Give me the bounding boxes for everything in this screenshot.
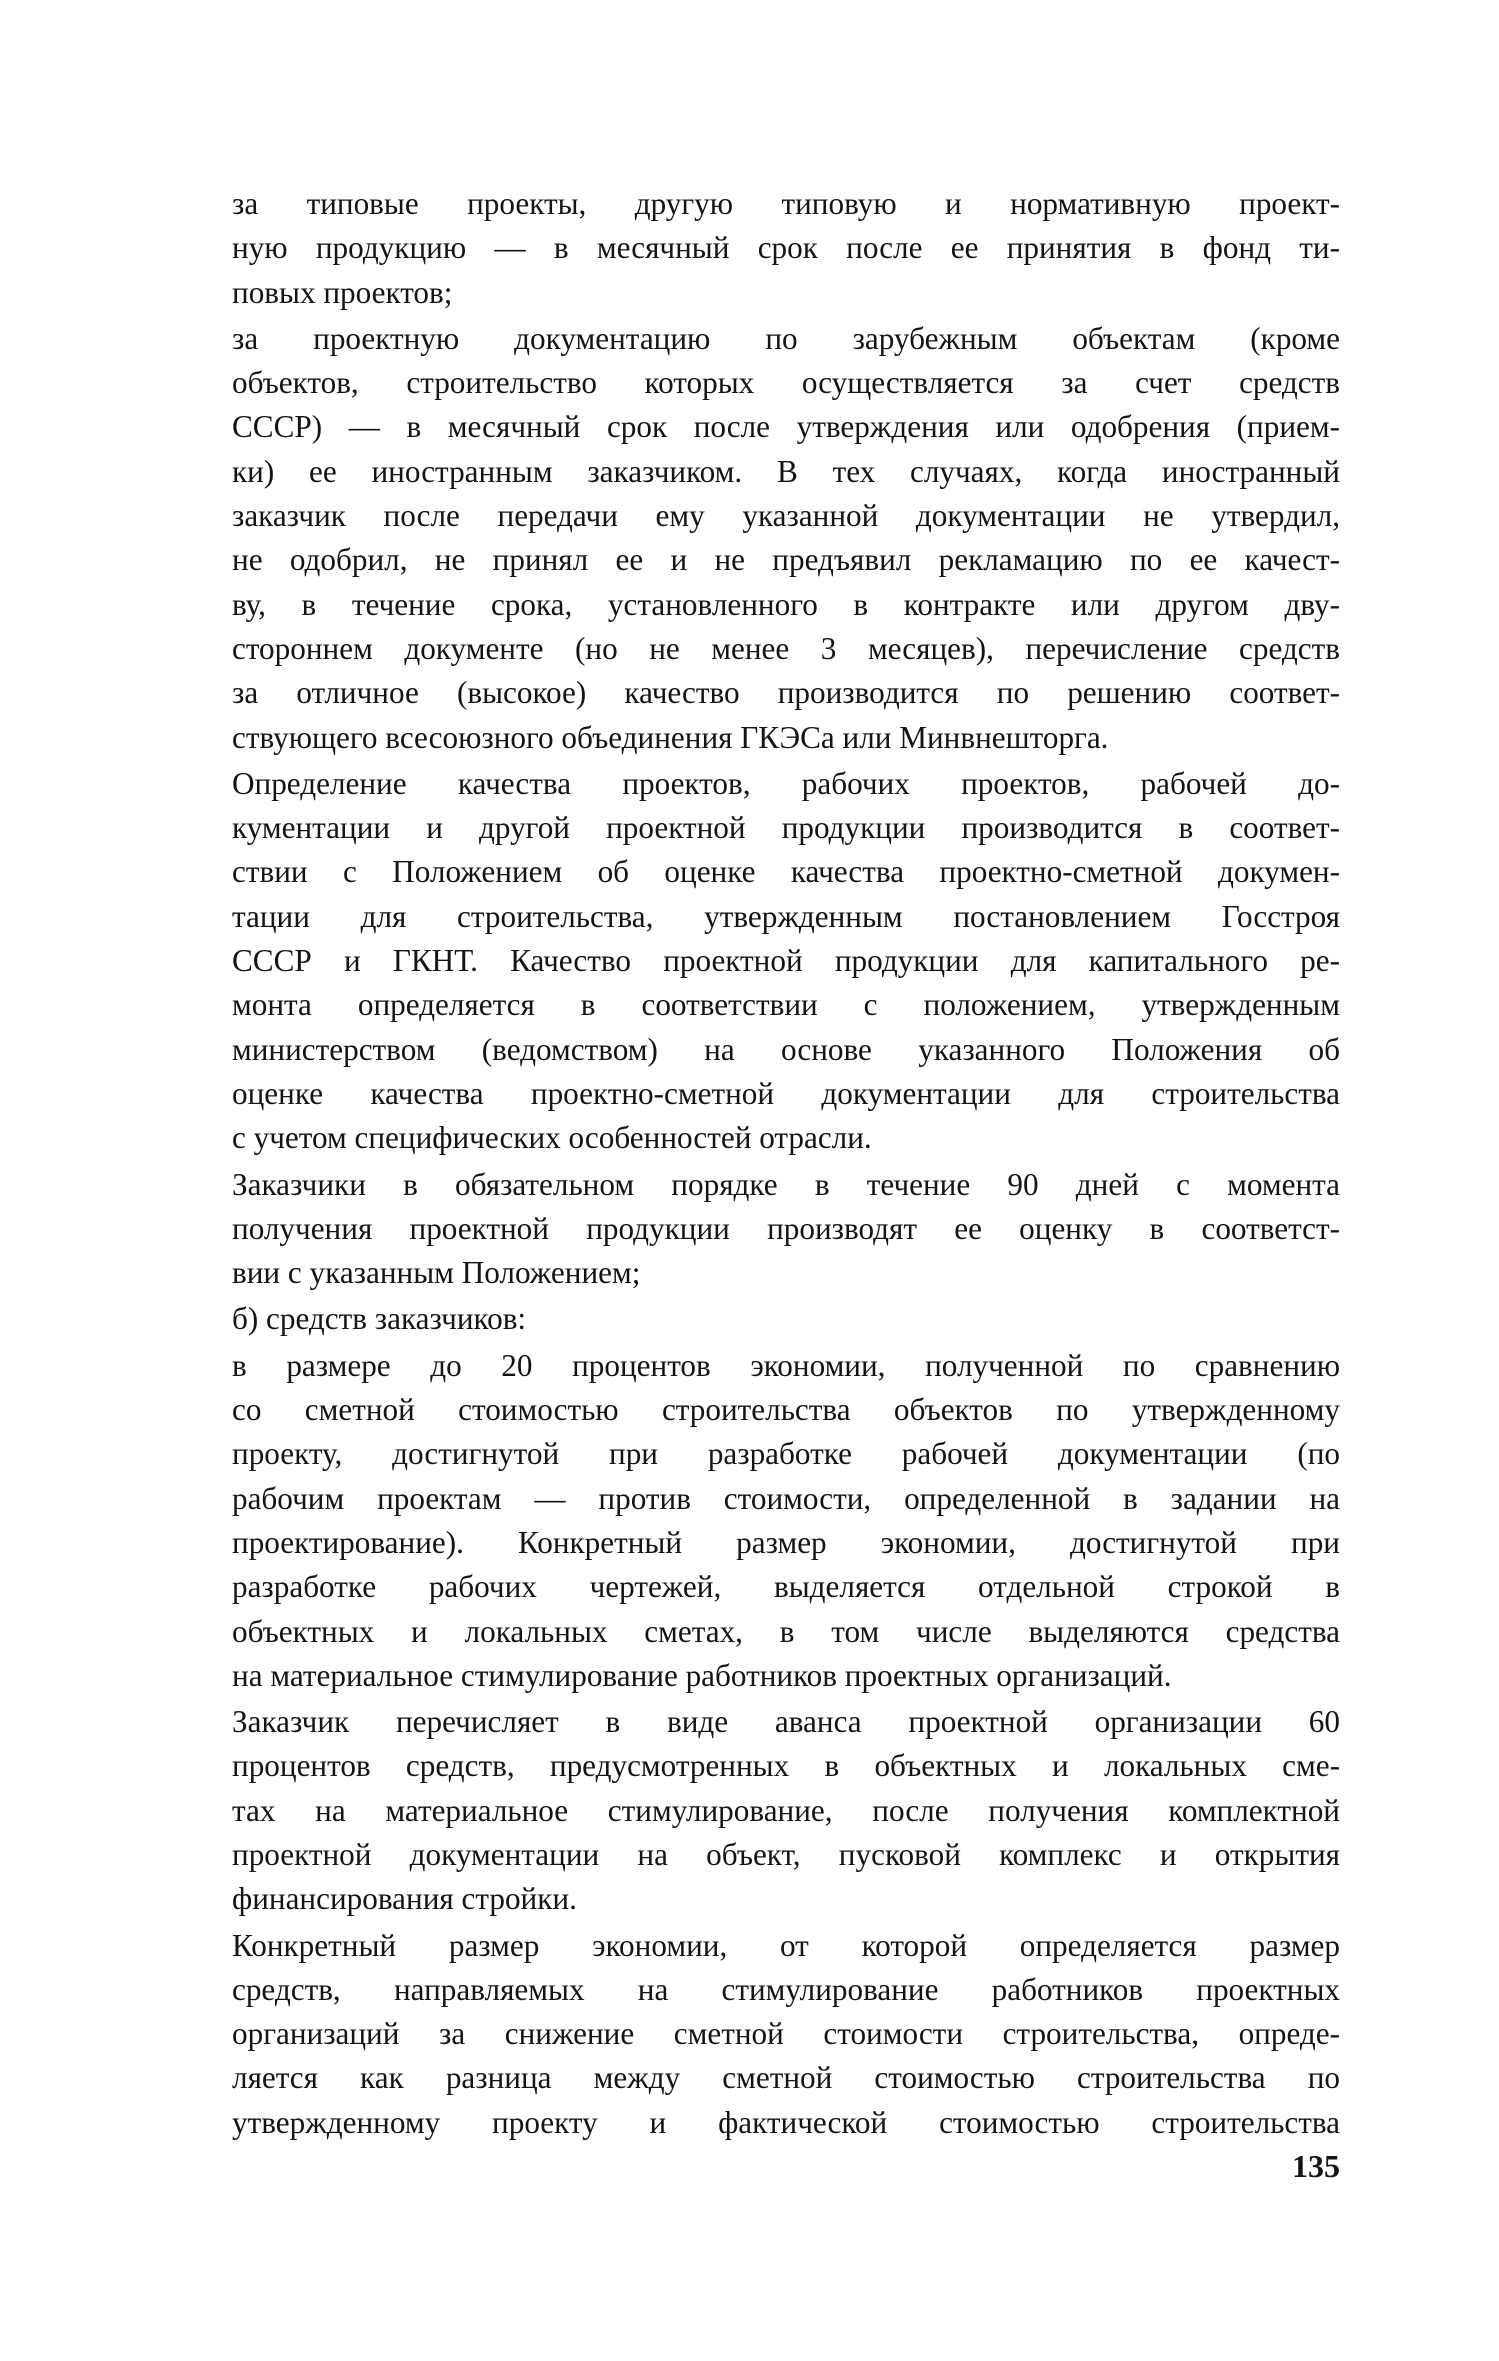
text-line: ву, в течение срока, установленного в контракте или другом дву- — [232, 586, 1340, 622]
text-line: Заказчик перечисляет в виде аванса проектной организации 60 — [232, 1704, 1340, 1740]
document-body — [232, 182, 1340, 2147]
text-line: разработке рабочих чертежей, выделяется отдельной строкой в — [232, 1569, 1340, 1605]
text-line: монта определяется в соответствии с положением, утвержденным — [232, 987, 1340, 1023]
text-line: средств, направляемых на стимулирование работников проектных — [232, 1971, 1340, 2007]
paragraph-specific-savings — [232, 1924, 1340, 2145]
paragraph-typical-projects — [232, 182, 1340, 315]
text-line: ляется как разница между сметной стоимостью строительства по — [232, 2060, 1340, 2096]
text-line: ствии с Положением об оценке качества проектно-сметной докумен- — [232, 854, 1340, 890]
text-line: проекту, достигнутой при разработке рабочей документации (по — [232, 1436, 1340, 1472]
text-line: в размере до 20 процентов экономии, полученной по сравнению — [232, 1347, 1340, 1383]
text-line: организаций за снижение сметной стоимости строительства, опреде- — [232, 2016, 1340, 2052]
text-line: СССР) — в месячный срок после утверждения или одобрения (прием- — [232, 409, 1340, 445]
text-line: за отличное (высокое) качество производится по решению соответ- — [232, 675, 1340, 711]
text-line: получения проектной продукции производят ее оценку в соответст- — [232, 1210, 1340, 1246]
text-line: объектов, строительство которых осуществляется за счет средств — [232, 365, 1340, 401]
text-line: за проектную документацию по зарубежным объектам (кроме — [232, 320, 1340, 356]
paragraph-customer-funds-heading — [232, 1297, 1340, 1341]
text-line: СССР и ГКНТ. Качество проектной продукции для капитального ре- — [232, 943, 1340, 979]
paragraph-quality-definition — [232, 762, 1340, 1161]
text-line: оценке качества проектно-сметной документации для строительства — [232, 1075, 1340, 1111]
text-line: заказчик после передачи ему указанной документации не утвердил, — [232, 498, 1340, 534]
paragraph-advance-payment — [232, 1700, 1340, 1921]
page-number: 135 — [1292, 2148, 1340, 2184]
text-line: тации для строительства, утвержденным постановлением Госстроя — [232, 898, 1340, 934]
text-line: процентов средств, предусмотренных в объектных и локальных сме- — [232, 1748, 1340, 1784]
text-line: с учетом специфических особенностей отрасли. — [232, 1120, 872, 1156]
text-line: ки) ее иностранным заказчиком. В тех случаях, когда иностранный — [232, 453, 1340, 489]
text-line: финансирования стройки. — [232, 1881, 577, 1917]
text-line: проектной документации на объект, пусковой комплекс и открытия — [232, 1836, 1340, 1872]
text-line: Заказчики в обязательном порядке в течение 90 дней с момента — [232, 1166, 1340, 1202]
text-line: проектирование). Конкретный размер экономии, достигнутой при — [232, 1524, 1340, 1560]
paragraph-customers-evaluation — [232, 1163, 1340, 1296]
text-line: со сметной стоимостью строительства объектов по утвержденному — [232, 1392, 1340, 1428]
text-line: кументации и другой проектной продукции производится в соответ- — [232, 810, 1340, 846]
text-line: министерством (ведомством) на основе указанного Положения об — [232, 1031, 1340, 1067]
text-line: Конкретный размер экономии, от которой определяется размер — [232, 1927, 1340, 1963]
text-line: тах на материальное стимулирование, после получения комплектной — [232, 1792, 1340, 1828]
text-line: не одобрил, не принял ее и не предъявил рекламацию по ее качест- — [232, 542, 1340, 578]
text-line: объектных и локальных сметах, в том числе выделяются средства — [232, 1613, 1340, 1649]
paragraph-foreign-objects — [232, 317, 1340, 760]
text-line: утвержденному проекту и фактической стоимостью строительства — [232, 2104, 1340, 2140]
text-line: стороннем документе (но не менее 3 месяцев), перечисление средств — [232, 630, 1340, 666]
text-line: за типовые проекты, другую типовую и нормативную проект- — [232, 186, 1340, 221]
text-line: ную продукцию — в месячный срок после ее принятия в фонд ти- — [232, 230, 1340, 266]
text-line: б) средств заказчиков: — [232, 1301, 527, 1337]
text-line: вии с указанным Положением; — [232, 1255, 641, 1291]
text-line: повых проектов; — [232, 274, 453, 310]
text-line: Определение качества проектов, рабочих проектов, рабочей до- — [232, 765, 1340, 801]
text-line: ствующего всесоюзного объединения ГКЭСа или Минвнешторга. — [232, 719, 1109, 755]
text-line: рабочим проектам — против стоимости, определенной в задании на — [232, 1480, 1340, 1516]
text-line: на материальное стимулирование работников проектных организаций. — [232, 1657, 1172, 1693]
paragraph-savings-amount — [232, 1344, 1340, 1698]
